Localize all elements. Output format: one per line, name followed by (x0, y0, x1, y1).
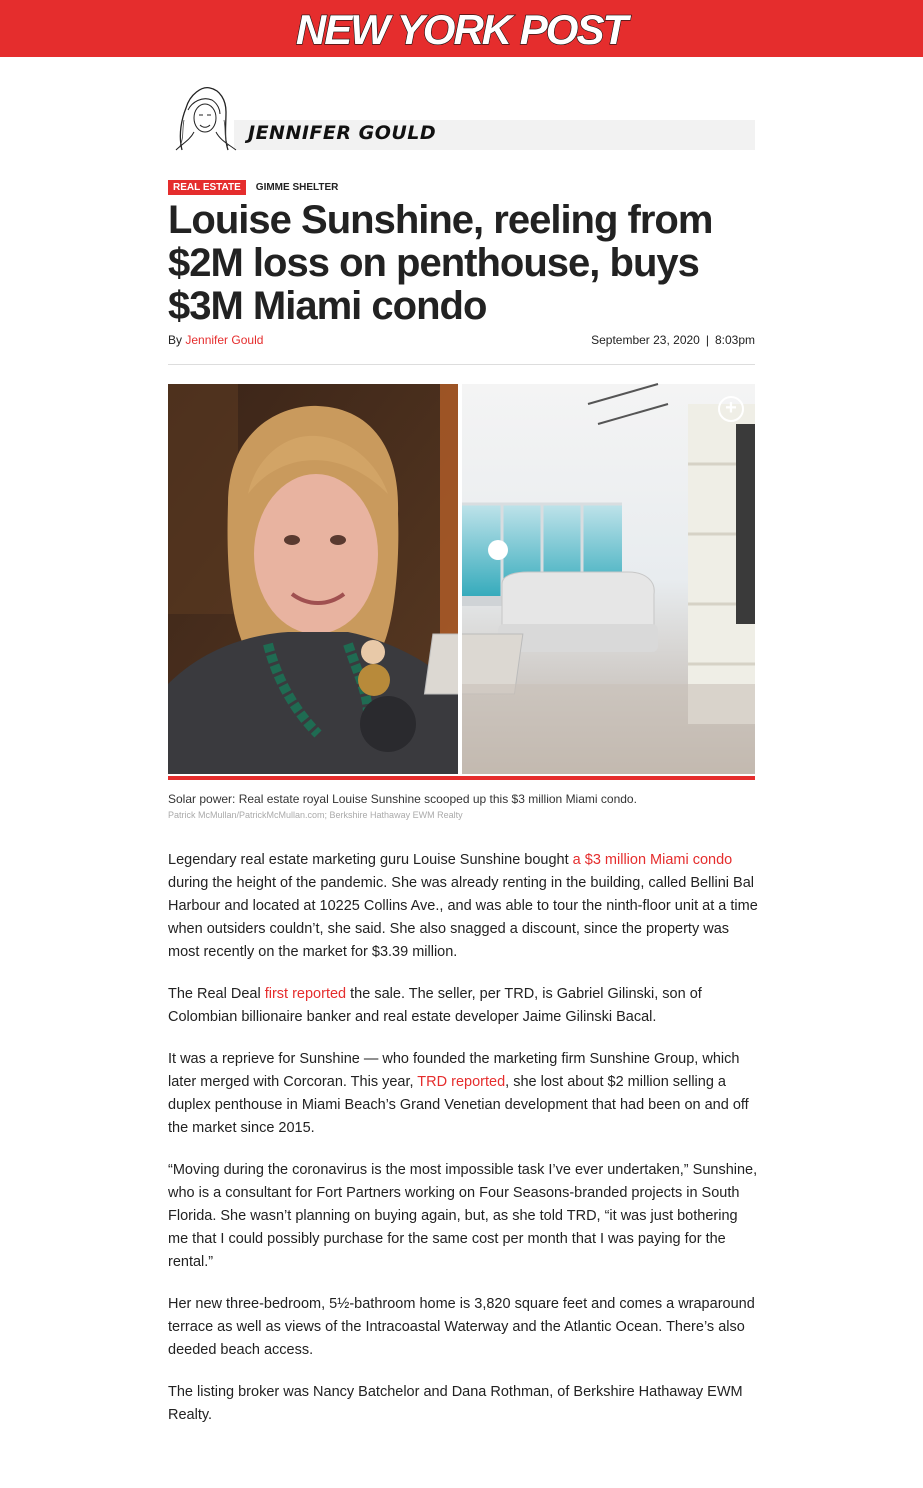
publish-time: 8:03pm (714, 333, 755, 347)
lead-photo[interactable] (168, 384, 755, 774)
paragraph (168, 1048, 758, 1140)
paragraph: The listing broker was Nancy Batchelor and Dana Rothman, of Berkshire Hathaway EWM Realty. (168, 1384, 743, 1423)
author-link[interactable]: Jennifer Gould (185, 333, 264, 347)
trd-reported-link[interactable]: TRD reported (417, 1074, 506, 1090)
text-run: , she lost about $2 million selling a duplex penthouse in Miami Beach’s Grand Venetian development that had been on and off the market since 2015. (168, 1074, 749, 1136)
author-banner[interactable] (168, 84, 755, 152)
site-header (0, 0, 923, 57)
text-run: during the height of the pandemic. She was already renting in the building, called Bellini Bal Harbour and located at 10225 Collins Ave., and was able to tour the ninth-floor unit at a time when outsiders couldn’t, she said. She also snagged a discount, since the property was most recently on the market for $3.39 million. (168, 875, 758, 960)
author-name[interactable]: JENNIFER GOULD (248, 122, 437, 144)
plus-circle-icon[interactable]: + (718, 396, 744, 422)
category-tag[interactable]: REAL ESTATE (168, 180, 246, 195)
photo-caption: Solar power: Real estate royal Louise Sunshine scooped up this $3 million Miami condo. (168, 792, 637, 806)
date-separator: | (705, 333, 709, 347)
text-run: The Real Deal (168, 986, 265, 1002)
article-body (168, 849, 758, 1446)
photo-accent-bar (168, 776, 755, 780)
condo-listing-link[interactable]: a $3 million Miami condo (572, 852, 733, 868)
text-run: Legendary real estate marketing guru Louise Sunshine bought (168, 852, 573, 868)
dateline (591, 333, 755, 347)
text-run: the sale. The seller, per TRD, is Gabriel Gilinski, son of Colombian billionaire banker and real estate developer Jaime Gilinski Bacal. (168, 986, 702, 1025)
text-run: It was a reprieve for Sunshine — who founded the marketing firm Sunshine Group, which later merged with Corcoran. This year, (168, 1051, 740, 1090)
paragraph (168, 983, 758, 1029)
nypost-logo[interactable] (295, 4, 627, 54)
photo-credit: Patrick McMullan/PatrickMcMullan.com; Berkshire Hathaway EWM Realty (168, 810, 463, 820)
logo-text: NEW YORK POST (295, 6, 627, 53)
paragraph (168, 849, 758, 964)
article-headline: Louise Sunshine, reeling from $2M loss on penthouse, buys $3M Miami condo (168, 198, 713, 328)
author-sketch-icon (168, 84, 240, 152)
byline (168, 333, 263, 347)
first-reported-link[interactable]: first reported (264, 986, 347, 1002)
paragraph: “Moving during the coronavirus is the most impossible task I’ve ever undertaken,” Sunshine, who is a consultant for Fort Partners working on Four Seasons-branded projects in South Florida. She wasn’t planning on buying again, but, as she told TRD, “it was just bothering me that I could possibly purchase for the same cost per month that I was paying for the rental.” (168, 1162, 758, 1270)
divider (168, 364, 755, 365)
article-tags (168, 180, 338, 195)
paragraph: Her new three-bedroom, 5½-bathroom home is 3,820 square feet and comes a wraparound terrace as well as views of the Intracoastal Waterway and the Atlantic Ocean. There’s also deeded beach access. (168, 1296, 755, 1358)
lead-photo-illustration (168, 384, 755, 774)
column-tag[interactable]: GIMME SHELTER (255, 182, 339, 193)
by-label: By (168, 333, 183, 347)
publish-date: September 23, 2020 (591, 333, 700, 347)
